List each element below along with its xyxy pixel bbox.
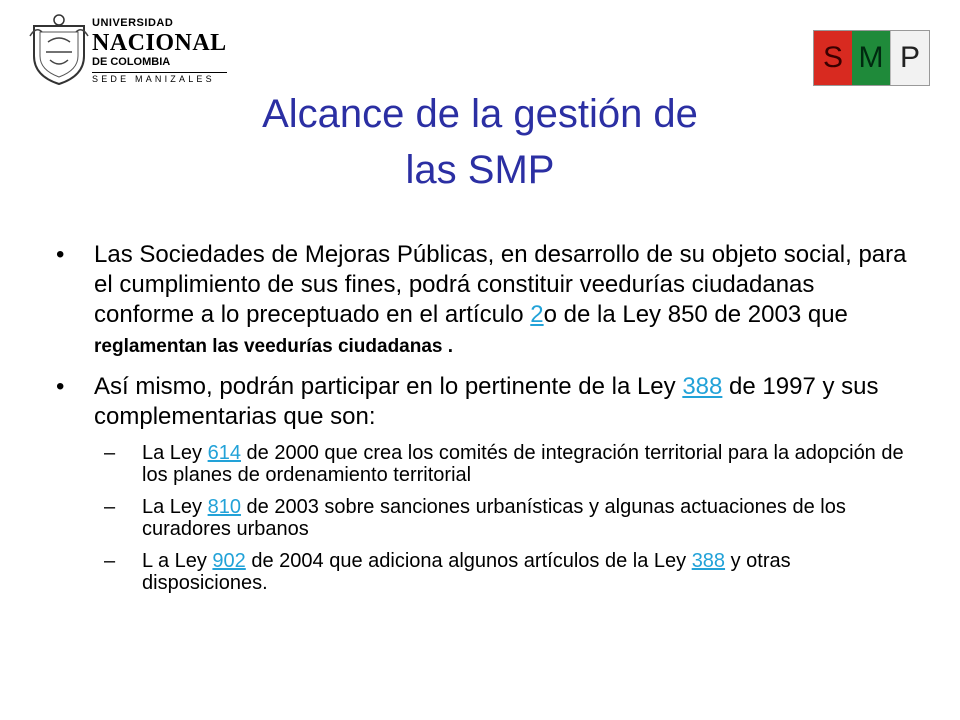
university-seal-icon — [28, 12, 90, 88]
university-name-line1: UNIVERSIDAD — [92, 17, 174, 29]
smp-logo-p: P — [890, 31, 929, 85]
subitem-text: de 2004 que adiciona algunos artículos de la Ley — [245, 550, 692, 572]
smp-logo-s: S — [814, 31, 852, 85]
subitem-text: de 2000 que crea los comités de integración territorial para la adopción de los planes de ordenamiento territorial — [142, 442, 904, 486]
university-name-line3: DE COLOMBIA — [92, 56, 171, 68]
law-388-link[interactable]: 388 — [682, 373, 723, 400]
sub-bullet-item — [104, 442, 916, 486]
bullet-item — [56, 240, 916, 362]
subitem-text: La Ley — [142, 496, 208, 518]
bullet-dot-icon: • — [56, 241, 65, 268]
bullet2-text-a: Así mismo, podrán participar en lo pertinente de la Ley — [94, 373, 683, 400]
bullet1-text-a: Las Sociedades de Mejoras Públicas, en desarrollo de su objeto social, para el cumplimiento de sus fines, podrá constituir veedurías ciudadanas conforme a lo preceptuado en el artículo — [94, 241, 907, 328]
subitem-text: L a Ley — [142, 550, 213, 572]
law-614-link[interactable]: 614 — [207, 442, 241, 464]
bullet1-text-b: o de la Ley 850 de 2003 que — [543, 301, 848, 328]
slide-title — [180, 86, 780, 198]
university-logo — [28, 12, 227, 94]
dash-icon: – — [104, 442, 116, 464]
subitem-text: y otras disposiciones. — [142, 550, 791, 594]
slide-title-line1: Alcance de la gestión de — [262, 92, 698, 136]
slide-content — [56, 240, 916, 604]
bullet1-text-c: reglamentan las veedurías ciudadanas . — [94, 336, 454, 357]
bullet2-text-b: de 1997 y sus complementarias que son: — [94, 373, 879, 430]
sub-bullet-item — [104, 550, 916, 594]
subitem-text: La Ley — [142, 442, 208, 464]
subitem-text: de 2003 sobre sanciones urbanísticas y algunas actuaciones de los curadores urbanos — [142, 496, 846, 540]
university-name-line2: NACIONAL — [92, 30, 227, 56]
bullet-dot-icon: • — [56, 373, 65, 400]
university-campus: SEDE MANIZALES — [92, 72, 227, 84]
law-902-link[interactable]: 902 — [212, 550, 246, 572]
article-link[interactable]: 2 — [530, 301, 544, 328]
law-388-link-2[interactable]: 388 — [691, 550, 726, 572]
slide-title-line2: las SMP — [405, 148, 555, 192]
sub-bullet-item — [104, 496, 916, 540]
dash-icon: – — [104, 496, 116, 518]
smp-logo — [813, 30, 930, 86]
smp-logo-m: M — [852, 31, 890, 85]
dash-icon: – — [104, 550, 116, 572]
bullet-item — [56, 372, 916, 594]
law-810-link[interactable]: 810 — [207, 496, 241, 518]
